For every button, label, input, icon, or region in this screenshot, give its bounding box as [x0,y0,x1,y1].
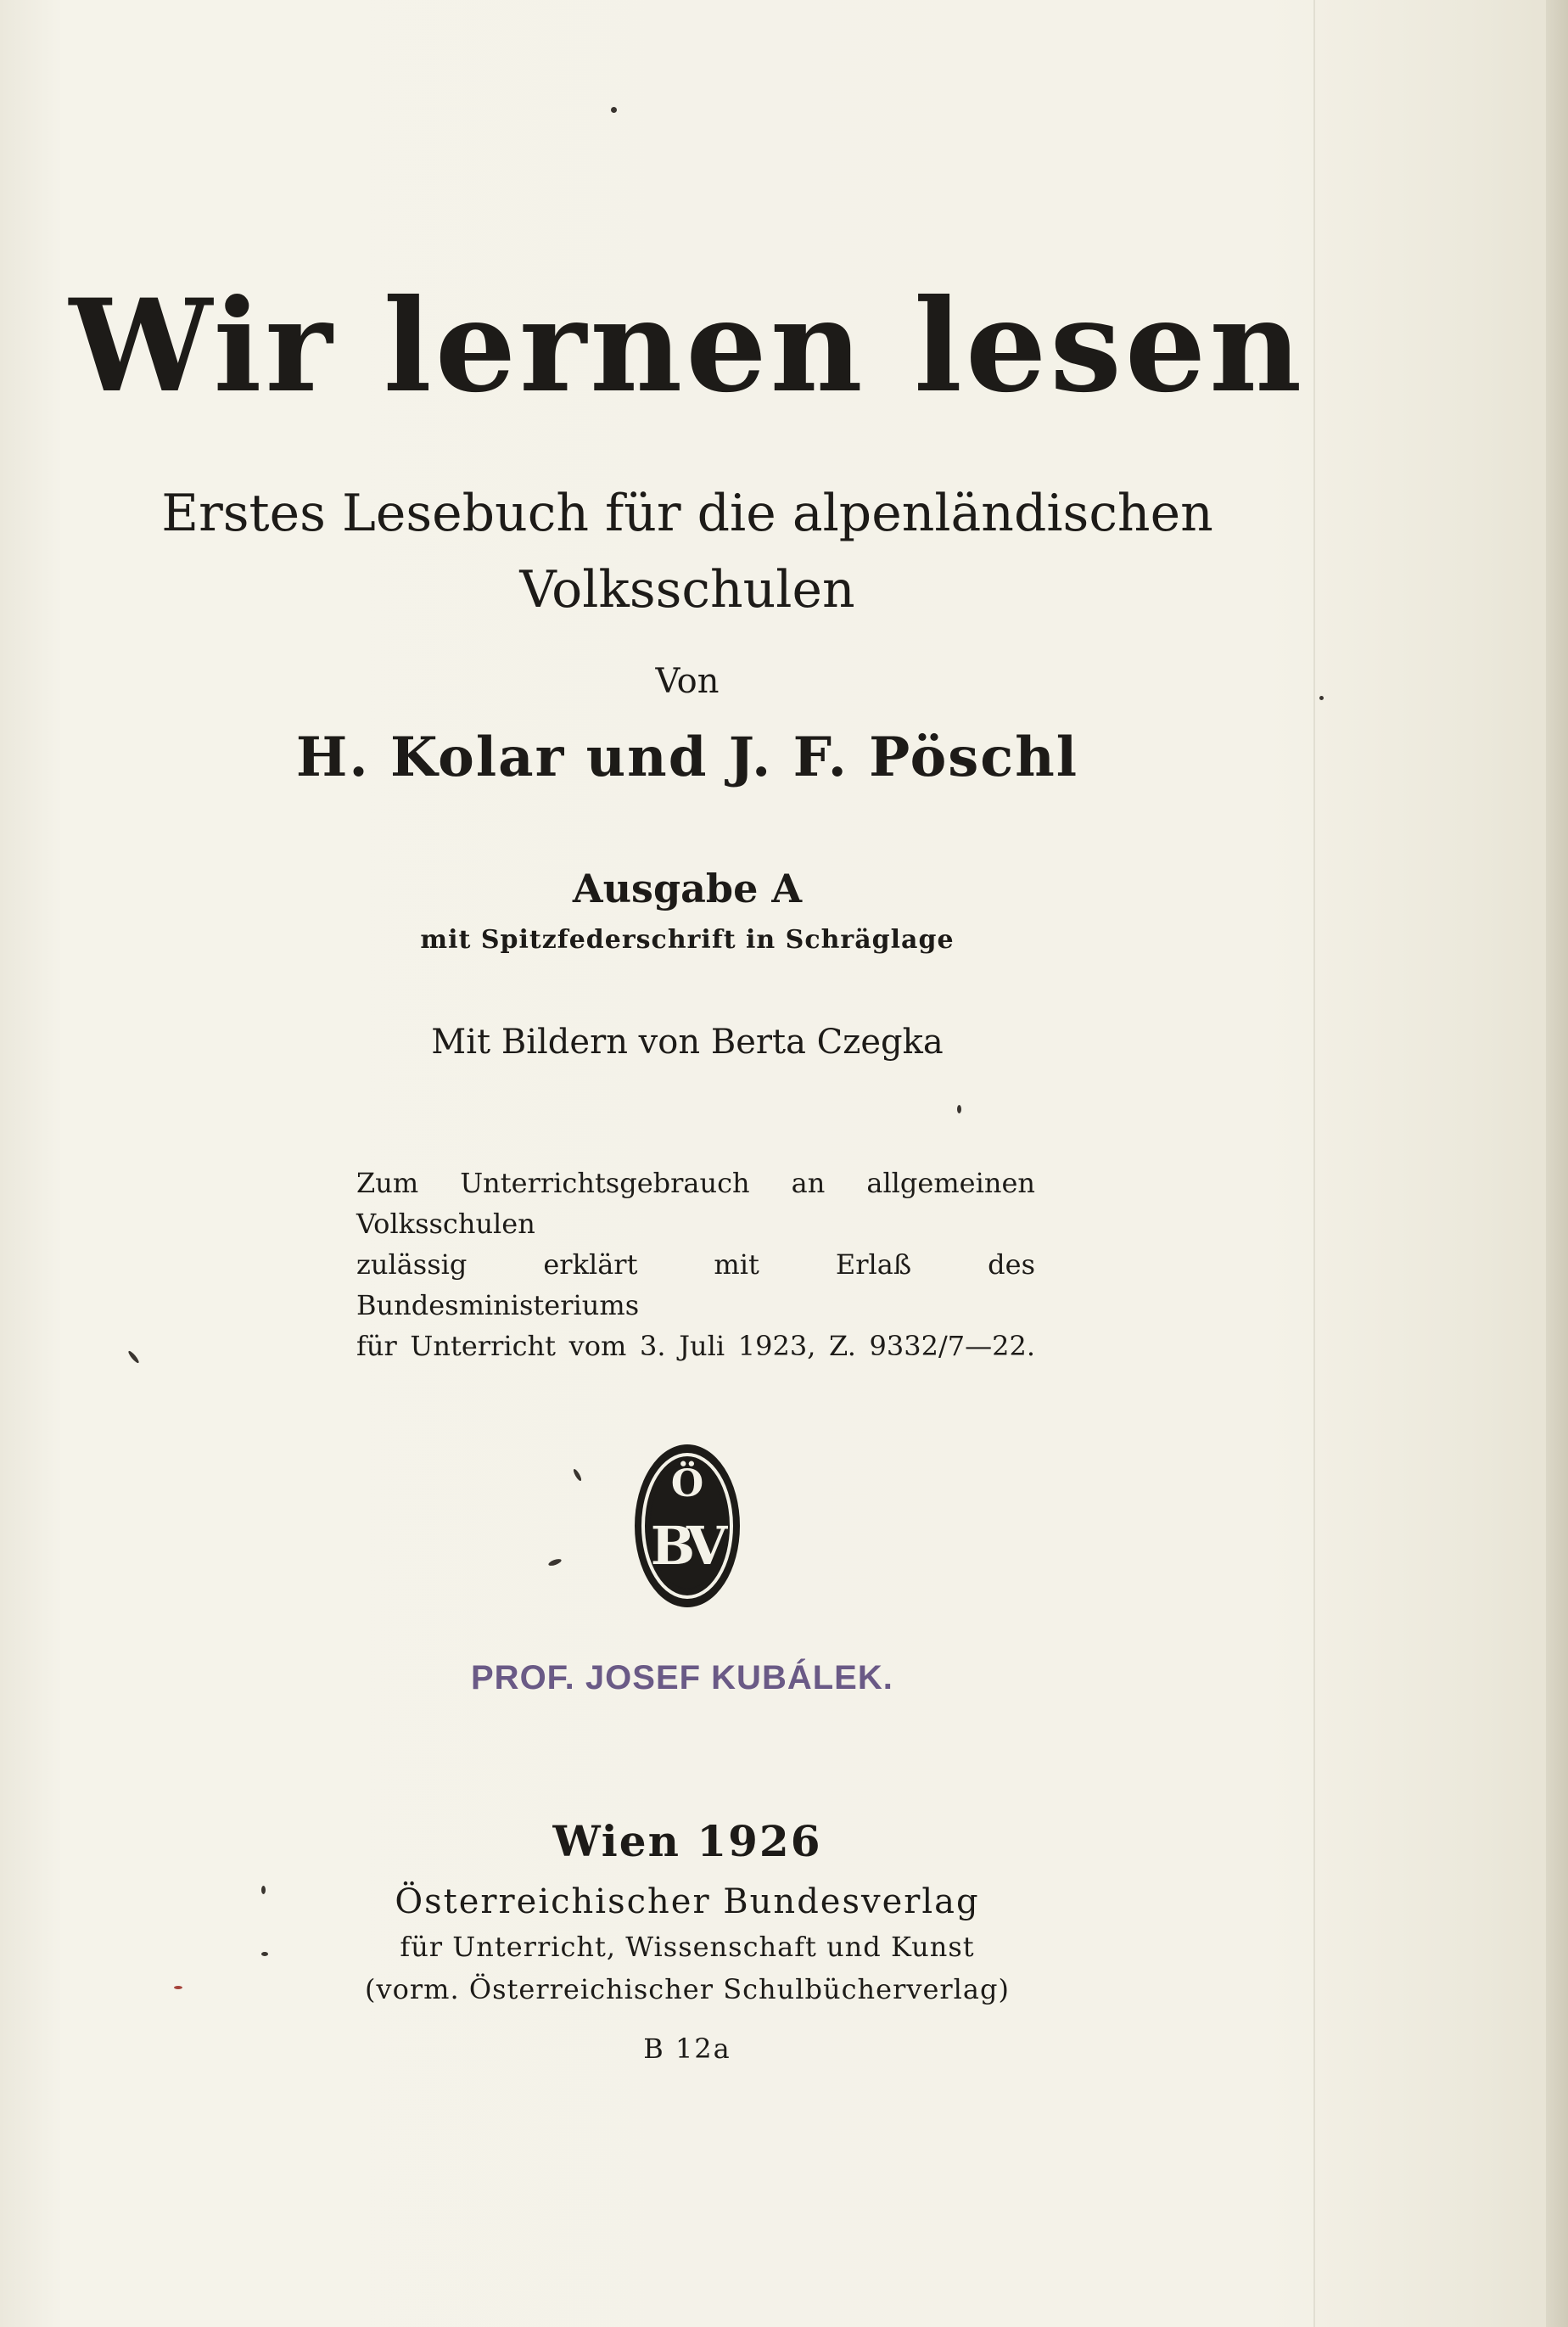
approval-line-2: zulässig erklärt mit Erlaß des Bundesministeriums [356,1248,1035,1321]
publisher-former-name: (vorm. Österreichischer Schulbücherverlag) [365,1973,1010,2005]
approval-line-3: für Unterricht vom 3. Juli 1923, Z. 9332/7—22. [356,1330,1035,1362]
edition-title: Ausgabe A [572,866,803,911]
paper-speck [1319,696,1324,700]
edition-note: mit Spitzfederschrift in Schräglage [420,925,955,955]
approval-line-1: Zum Unterrichtsgebrauch an allgemeinen Volksschulen [356,1167,1035,1240]
publisher-name: Österreichischer Bundesverlag [395,1882,980,1921]
paper-speck [174,1986,182,1989]
city-year: Wien 1926 [552,1816,822,1866]
paper-speck [261,1952,268,1956]
by-label: Von [655,662,720,701]
svg-text:Ö: Ö [670,1462,704,1506]
svg-text:V: V [686,1515,728,1577]
book-subtitle [0,475,1375,628]
owner-stamp: PROF. JOSEF KUBÁLEK. [471,1659,893,1696]
publisher-subtitle: für Unterricht, Wissenschaft und Kunst [400,1931,975,1963]
subtitle-line-1: Erstes Lesebuch für die alpenländischen [161,484,1213,543]
subtitle-line-2: Volksschulen [519,560,855,620]
catalog-code: B 12a [643,2033,731,2065]
paper-speck [261,1886,266,1894]
book-spine [1546,0,1568,2327]
paper-speck [957,1105,961,1113]
book-title: Wir lernen lesen [69,272,1306,421]
publisher-monogram-icon [629,1437,746,1615]
paper-speck [611,107,617,113]
authors: H. Kolar und J. F. Pöschl [295,726,1079,789]
svg-text:B: B [650,1515,696,1577]
approval-notice [356,1163,1035,1366]
illustrations-credit: Mit Bildern von Berta Czegka [431,1023,944,1062]
